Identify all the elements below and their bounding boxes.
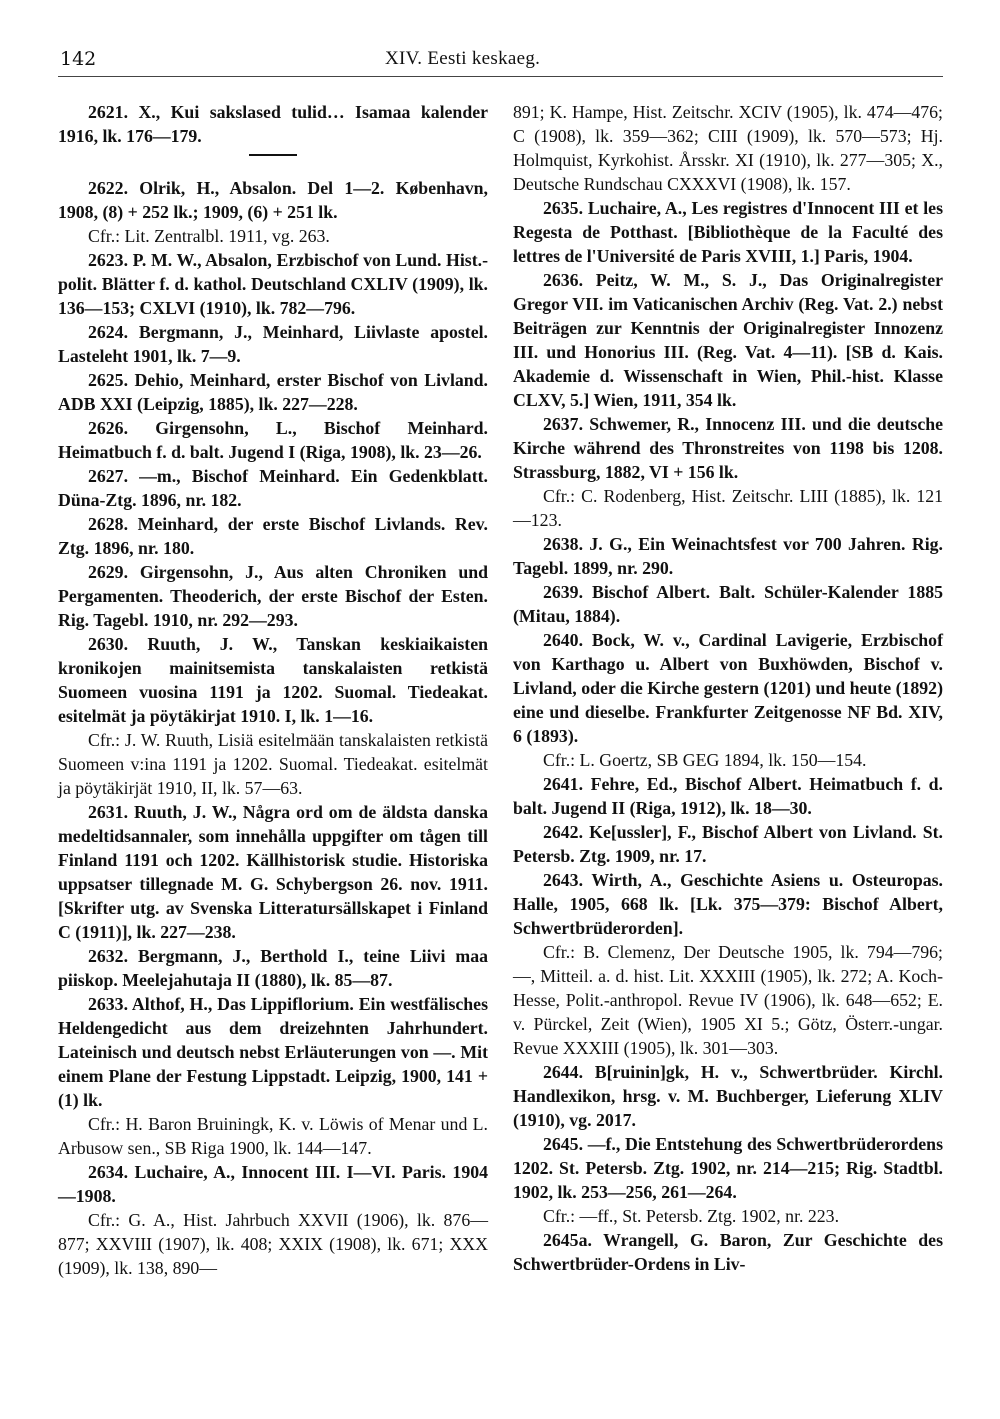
bibliography-entry: 2645. —f., Die Entstehung des Schwertbrüderordens 1202. St. Petersb. Ztg. 1902, nr. 214—215; Rig. Stadtbl. 1902, lk. 253—256, 261—264. [513, 1134, 943, 1202]
bibliography-entry: 2641. Fehre, Ed., Bischof Albert. Heimatbuch f. d. balt. Jugend II (Riga, 1912), lk. 18—30. [513, 774, 943, 818]
bibliography-entry: 2628. Meinhard, der erste Bischof Livlands. Rev. Ztg. 1896, nr. 180. [58, 514, 488, 558]
bibliography-entry: 2644. B[ruinin]gk, H. v., Schwertbrüder. Kirchl. Handlexikon, hrsg. v. M. Buchberger, Lieferung XLIV (1910), vg. 2017. [513, 1062, 943, 1130]
review-citation: Cfr.: B. Clemenz, Der Deutsche 1905, lk. 794—796; —, Mitteil. a. d. hist. Lit. XXXIII (1905), lk. 272; A. Koch-Hesse, Polit.-anthropol. Revue IV (1906), lk. 648—652; E. v. Pürckel, Zeit (Wien), 1905 XI 5.; Götz, Österr.-ungar. Revue XXXIII (1905), lk. 301—303. [513, 942, 943, 1058]
review-citation: Cfr.: Lit. Zentralbl. 1911, vg. 263. [88, 226, 330, 246]
page-number: 142 [60, 48, 97, 70]
bibliography-entry: 2621. X., Kui sakslased tulid… Isamaa kalender 1916, lk. 176—179. [58, 102, 488, 146]
bibliography-entry: 2637. Schwemer, R., Innocenz III. und die deutsche Kirche während des Thronstreites von 1198 bis 1208. Strassburg, 1882, VI + 156 lk. [513, 414, 943, 482]
review-citation: Cfr.: L. Goertz, SB GEG 1894, lk. 150—154. [543, 750, 867, 770]
review-citation: 891; K. Hampe, Hist. Zeitschr. XCIV (1905), lk. 474—476; C (1908), lk. 359—362; CIII (1909), lk. 570—573; Hj. Holmquist, Kyrkohist. Årsskr. XI (1910), lk. 277—305; X., Deutsche Rundschau CXXXVI (1908), lk. 157. [513, 102, 943, 194]
left-column [58, 100, 488, 1280]
right-column [513, 100, 943, 1276]
bibliography-entry: 2640. Bock, W. v., Cardinal Lavigerie, Erzbischof von Karthago u. Albert von Buxhöwden, Bischof v. Livland, oder die Kirche gestern (1201) und heute (1892) eine und dieselbe. Frankfurter Zeitgenosse NF Bd. XIV, 6 (1893). [513, 630, 943, 746]
bibliography-entry: 2632. Bergmann, J., Berthold I., teine Liivi maa piiskop. Meelejahutaja II (1880), lk. 85—87. [58, 946, 488, 990]
bibliography-entry: 2635. Luchaire, A., Les registres d'Innocent III et les Regesta de Potthast. [Bibliothèque de la Faculté des lettres de l'Université de Paris XVIII, 1.] Paris, 1904. [513, 198, 943, 266]
bibliography-entry: 2630. Ruuth, J. W., Tanskan keskiaikaisten kronikojen mainitsemista tanskalaisten retkistä Suomeen vuosina 1191 ja 1202. Suomal. Tiedeakat. esitelmät ja pöytäkirjat 1910. I, lk. 1—16. [58, 634, 488, 726]
section-separator [249, 154, 297, 156]
review-citation: Cfr.: —ff., St. Petersb. Ztg. 1902, nr. 223. [543, 1206, 840, 1226]
bibliography-entry: 2633. Althof, H., Das Lippiflorium. Ein westfälisches Heldengedicht aus dem dreizehnten Jahrhundert. Lateinisch und deutsch nebst Erläuterungen von —. Mit einem Plane der Festung Lippstadt. Leipzig, 1900, 141 + (1) lk. [58, 994, 488, 1110]
bibliography-entry: 2639. Bischof Albert. Balt. Schüler-Kalender 1885 (Mitau, 1884). [513, 582, 943, 626]
bibliography-entry: 2625. Dehio, Meinhard, erster Bischof von Livland. ADB XXI (Leipzig, 1885), lk. 227—228. [58, 370, 488, 414]
bibliography-entry: 2634. Luchaire, A., Innocent III. I—VI. Paris. 1904—1908. [58, 1162, 488, 1206]
bibliography-entry: 2642. Ke[ussler], F., Bischof Albert von Livland. St. Petersb. Ztg. 1909, nr. 17. [513, 822, 943, 866]
running-title: XIV. Eesti keskaeg. [385, 48, 541, 69]
bibliography-entry: 2638. J. G., Ein Weinachtsfest vor 700 Jahren. Rig. Tagebl. 1899, nr. 290. [513, 534, 943, 578]
bibliography-entry: 2624. Bergmann, J., Meinhard, Liivlaste apostel. Lasteleht 1901, lk. 7—9. [58, 322, 488, 366]
bibliography-entry: 2626. Girgensohn, L., Bischof Meinhard. Heimatbuch f. d. balt. Jugend I (Riga, 1908), lk. 23—26. [58, 418, 488, 462]
header-rule [58, 76, 943, 77]
review-citation: Cfr.: G. A., Hist. Jahrbuch XXVII (1906), lk. 876—877; XXVIII (1907), lk. 408; XXIX (1908), lk. 671; XXX (1909), lk. 138, 890— [58, 1210, 488, 1278]
bibliography-entry: 2636. Peitz, W. M., S. J., Das Originalregister Gregor VII. im Vaticanischen Archiv (Reg. Vat. 2.) nebst Beiträgen zur Kenntnis der Originalregister Innozenz III. und Honorius III. (Reg. Vat. 4—11). [SB d. Kais. Akademie d. Wissenschaft in Wien, Phil.-hist. Klasse CLXV, 5.] Wien, 1911, 354 lk. [513, 270, 943, 410]
page-header [0, 42, 1000, 82]
bibliography-entry: 2631. Ruuth, J. W., Några ord om de äldsta danska medeltidsannaler, som innehålla uppgifter om tågen till Finland 1191 och 1202. Källhistorisk studie. Historiska uppsatser tillegnade M. G. Schybergson 26. nov. 1911. [Skrifter utg. av Svenska Litteratursällskapet i Finland C (1911)], lk. 227—238. [58, 802, 488, 942]
bibliography-entry: 2645a. Wrangell, G. Baron, Zur Geschichte des Schwertbrüder-Ordens in Liv- [513, 1230, 943, 1274]
bibliography-entry: 2629. Girgensohn, J., Aus alten Chroniken und Pergamenten. Theoderich, der erste Bischof der Esten. Rig. Tagebl. 1910, nr. 292—293. [58, 562, 488, 630]
bibliography-entry: 2622. Olrik, H., Absalon. Del 1—2. København, 1908, (8) + 252 lk.; 1909, (6) + 251 lk. [58, 178, 488, 222]
bibliography-entry: 2643. Wirth, A., Geschichte Asiens u. Osteuropas. Halle, 1905, 668 lk. [Lk. 375—379: Bischof Albert, Schwertbrüderorden]. [513, 870, 943, 938]
review-citation: Cfr.: H. Baron Bruiningk, K. v. Löwis of Menar und L. Arbusow sen., SB Riga 1900, lk. 144—147. [58, 1114, 488, 1158]
bibliography-entry: 2623. P. M. W., Absalon, Erzbischof von Lund. Hist.-polit. Blätter f. d. kathol. Deutschland CXLIV (1909), lk. 136—153; CXLVI (1910), lk. 782—796. [58, 250, 488, 318]
review-citation: Cfr.: C. Rodenberg, Hist. Zeitschr. LIII (1885), lk. 121—123. [513, 486, 943, 530]
bibliography-entry: 2627. —m., Bischof Meinhard. Ein Gedenkblatt. Düna-Ztg. 1896, nr. 182. [58, 466, 488, 510]
review-citation: Cfr.: J. W. Ruuth, Lisiä esitelmään tanskalaisten retkistä Suomeen v:ina 1191 ja 1202. Suomal. Tiedeakat. esitelmät ja pöytäkirjät 1910, II, lk. 57—63. [58, 730, 488, 798]
